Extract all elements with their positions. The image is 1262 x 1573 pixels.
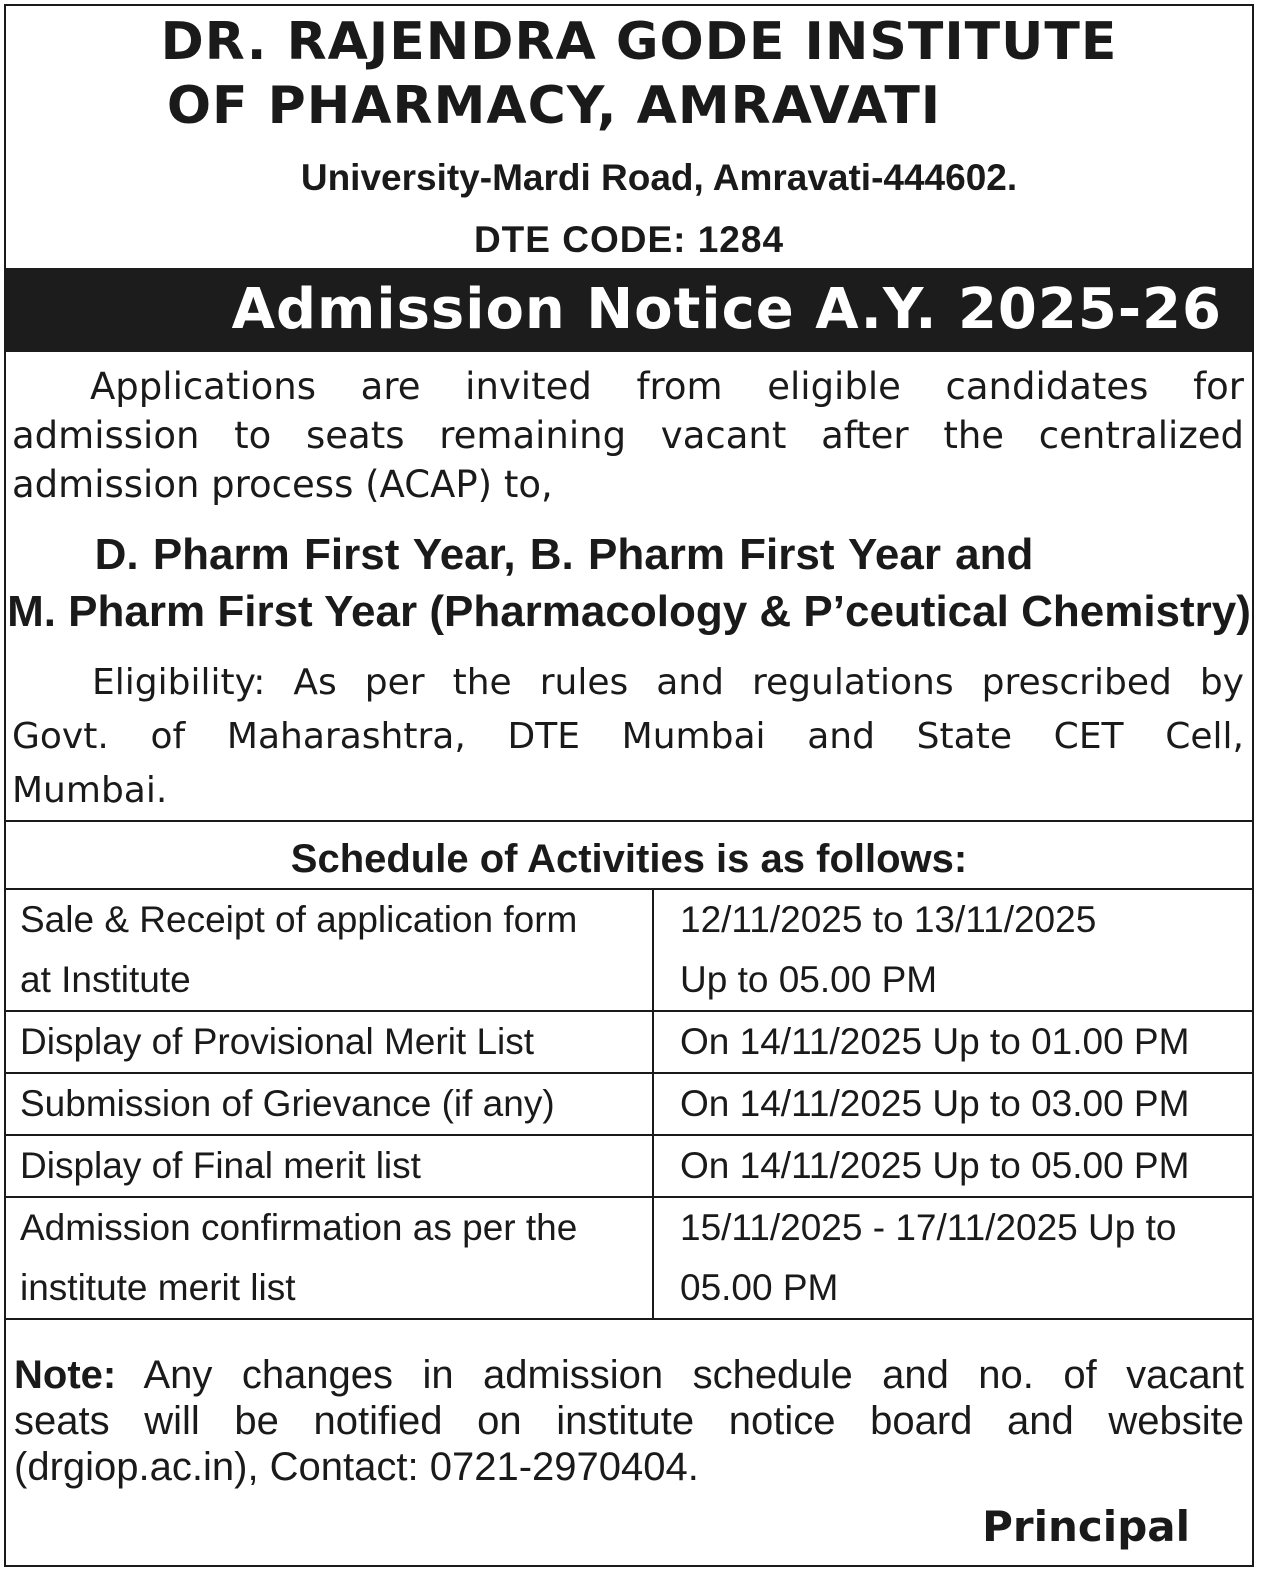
eligibility-paragraph	[12, 656, 1244, 818]
dte-code: DTE CODE: 1284	[473, 219, 785, 260]
date-cell	[653, 1073, 1252, 1135]
date-cell	[653, 1011, 1252, 1073]
course-list	[6, 526, 1252, 640]
activity-text: Submission of Grievance (if any)	[20, 1083, 555, 1124]
institute-name-line2: OF PHARMACY, AMRAVATI	[166, 76, 942, 136]
date-text: On 14/11/2025 Up to 01.00 PM	[680, 1021, 1190, 1062]
signature-principal: Principal	[982, 1502, 1190, 1551]
activity-text: at Institute	[20, 959, 191, 1000]
activity-cell	[6, 1073, 653, 1135]
date-cell	[653, 1197, 1252, 1319]
intro-line: admission to seats remaining vacant after the centralized	[12, 414, 1244, 457]
notice-banner	[6, 268, 1252, 352]
eligibility-line: Govt. of Maharashtra, DTE Mumbai and State CET Cell,	[12, 716, 1244, 757]
note-line: seats will be notified on institute notice board and website	[14, 1399, 1244, 1443]
date-cell	[653, 889, 1252, 1011]
date-text: 12/11/2025 to 13/11/2025	[680, 899, 1097, 940]
eligibility-line: Eligibility: As per the rules and regulations prescribed by	[92, 662, 1244, 703]
date-text: On 14/11/2025 Up to 05.00 PM	[680, 1145, 1190, 1186]
activity-cell	[6, 1197, 653, 1319]
note-line	[14, 1352, 1244, 1398]
activity-cell	[6, 1135, 653, 1197]
date-text: 15/11/2025 - 17/11/2025 Up to	[680, 1207, 1177, 1248]
schedule-heading: Schedule of Activities is as follows:	[290, 837, 968, 881]
notice-frame	[4, 4, 1254, 1567]
institute-name	[6, 10, 1252, 138]
table-row	[6, 889, 1252, 1011]
activity-text: Display of Final merit list	[20, 1145, 421, 1186]
intro-line: admission process (ACAP) to,	[12, 463, 553, 506]
date-text: Up to 05.00 PM	[680, 959, 938, 1000]
date-text: On 14/11/2025 Up to 03.00 PM	[680, 1083, 1190, 1124]
table-row	[6, 1197, 1252, 1319]
intro-line: Applications are invited from eligible candidates for	[90, 365, 1244, 408]
schedule-table	[6, 888, 1252, 1320]
table-row	[6, 1073, 1252, 1135]
activity-text: institute merit list	[20, 1267, 296, 1308]
date-text: 05.00 PM	[680, 1267, 839, 1308]
activity-text: Admission confirmation as per the	[20, 1207, 578, 1248]
course-line: D. Pharm First Year, B. Pharm First Year and	[94, 530, 1034, 579]
activity-text: Display of Provisional Merit List	[20, 1021, 535, 1062]
date-cell	[653, 1135, 1252, 1197]
activity-text: Sale & Receipt of application form	[20, 899, 578, 940]
intro-paragraph	[12, 362, 1244, 509]
notice-title: Admission Notice A.Y. 2025-26	[231, 277, 1222, 342]
institute-name-line1: DR. RAJENDRA GODE INSTITUTE	[160, 12, 1118, 72]
section-divider	[6, 820, 1252, 822]
note-line: (drgiop.ac.in), Contact: 0721-2970404.	[14, 1445, 699, 1489]
eligibility-line: Mumbai.	[12, 770, 168, 811]
activity-cell	[6, 1011, 653, 1073]
table-row	[6, 1135, 1252, 1197]
activity-cell	[6, 889, 653, 1011]
table-row	[6, 1011, 1252, 1073]
note-label: Note:	[14, 1353, 117, 1397]
course-line: M. Pharm First Year (Pharmacology & P’ceutical Chemistry)	[7, 587, 1251, 636]
note-paragraph	[14, 1352, 1244, 1490]
institute-address: University-Mardi Road, Amravati-444602.	[300, 157, 1018, 198]
note-text: Any changes in admission schedule and no. of vacant	[116, 1353, 1244, 1397]
